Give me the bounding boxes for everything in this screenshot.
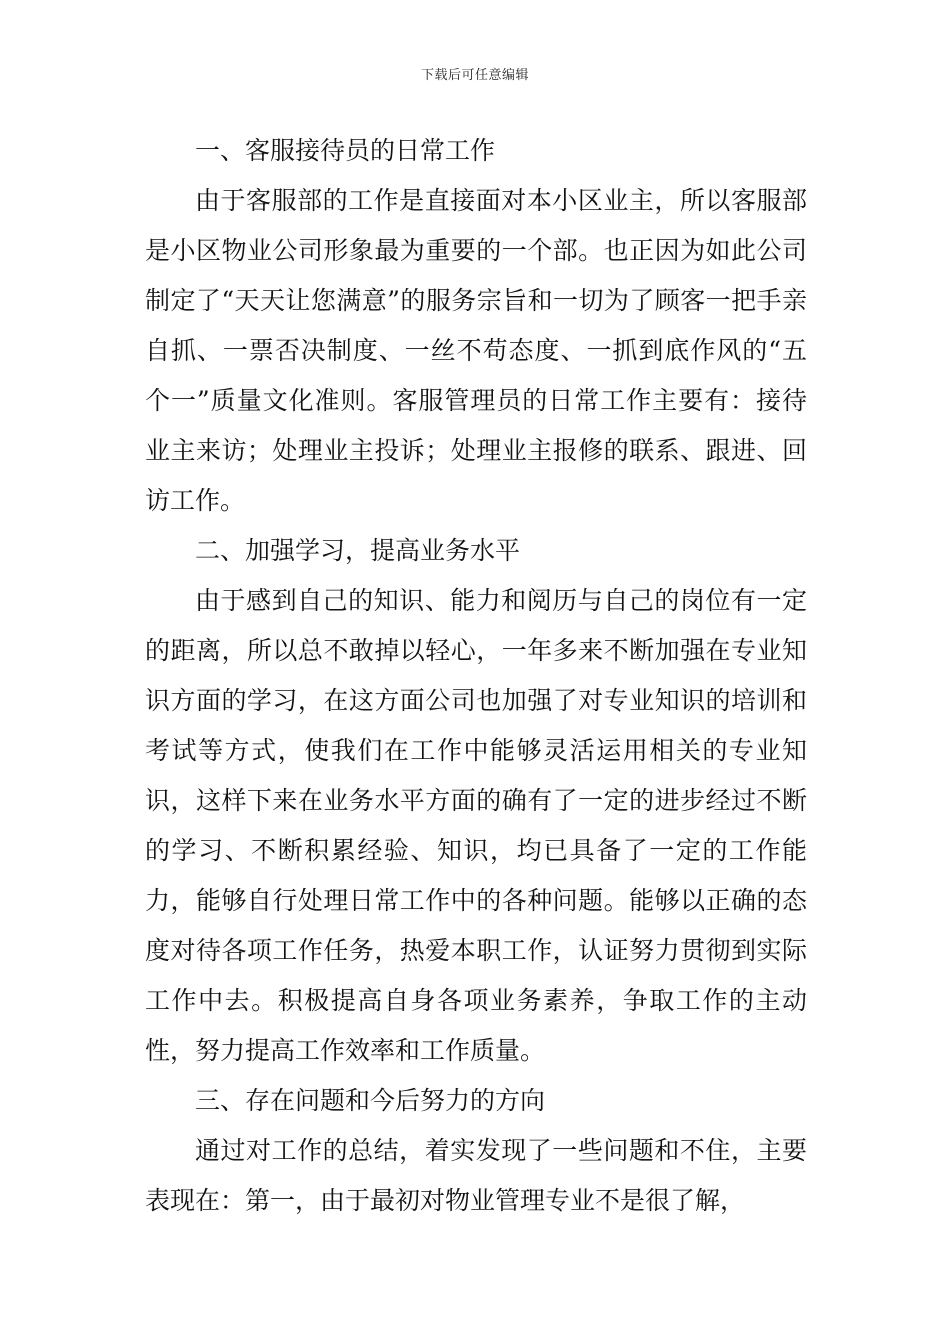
paragraph-1: 由于客服部的工作是直接面对本小区业主，所以客服部是小区物业公司形象最为重要的一个部。也正因为如此公司制定了“天天让您满意”的服务宗旨和一切为了顾客一把手亲自抓、一票否决制度、一丝不苟态度、一抓到底作风的“五个一”质量文化准则。客服管理员的日常工作主要有：接待业主来访；处理业主投诉；处理业主报修的联系、跟进、回访工作。 <box>145 186 807 515</box>
document-body <box>145 126 807 1226</box>
section-heading-2: 二、加强学习，提高业务水平 <box>195 536 521 565</box>
paragraph-2: 由于感到自己的知识、能力和阅历与自己的岗位有一定的距离，所以总不敢掉以轻心，一年多来不断加强在专业知识方面的学习，在这方面公司也加强了对专业知识的培训和考试等方式，使我们在工作中能够灵活运用相关的专业知识，这样下来在业务水平方面的确有了一定的进步经过不断的学习、不断积累经验、知识，均已具备了一定的工作能力，能够自行处理日常工作中的各种问题。能够以正确的态度对待各项工作任务，热爱本职工作，认证努力贯彻到实际工作中去。积极提高自身各项业务素养，争取工作的主动性，努力提高工作效率和工作质量。 <box>145 586 807 1065</box>
paragraph-3: 通过对工作的总结，着实发现了一些问题和不住，主要表现在：第一，由于最初对物业管理专业不是很了解， <box>145 1136 807 1215</box>
section-heading-1: 一、客服接待员的日常工作 <box>195 136 496 165</box>
section-heading-3: 三、存在问题和今后努力的方向 <box>195 1086 546 1115</box>
page-header: 下载后可任意编辑 <box>420 68 529 83</box>
